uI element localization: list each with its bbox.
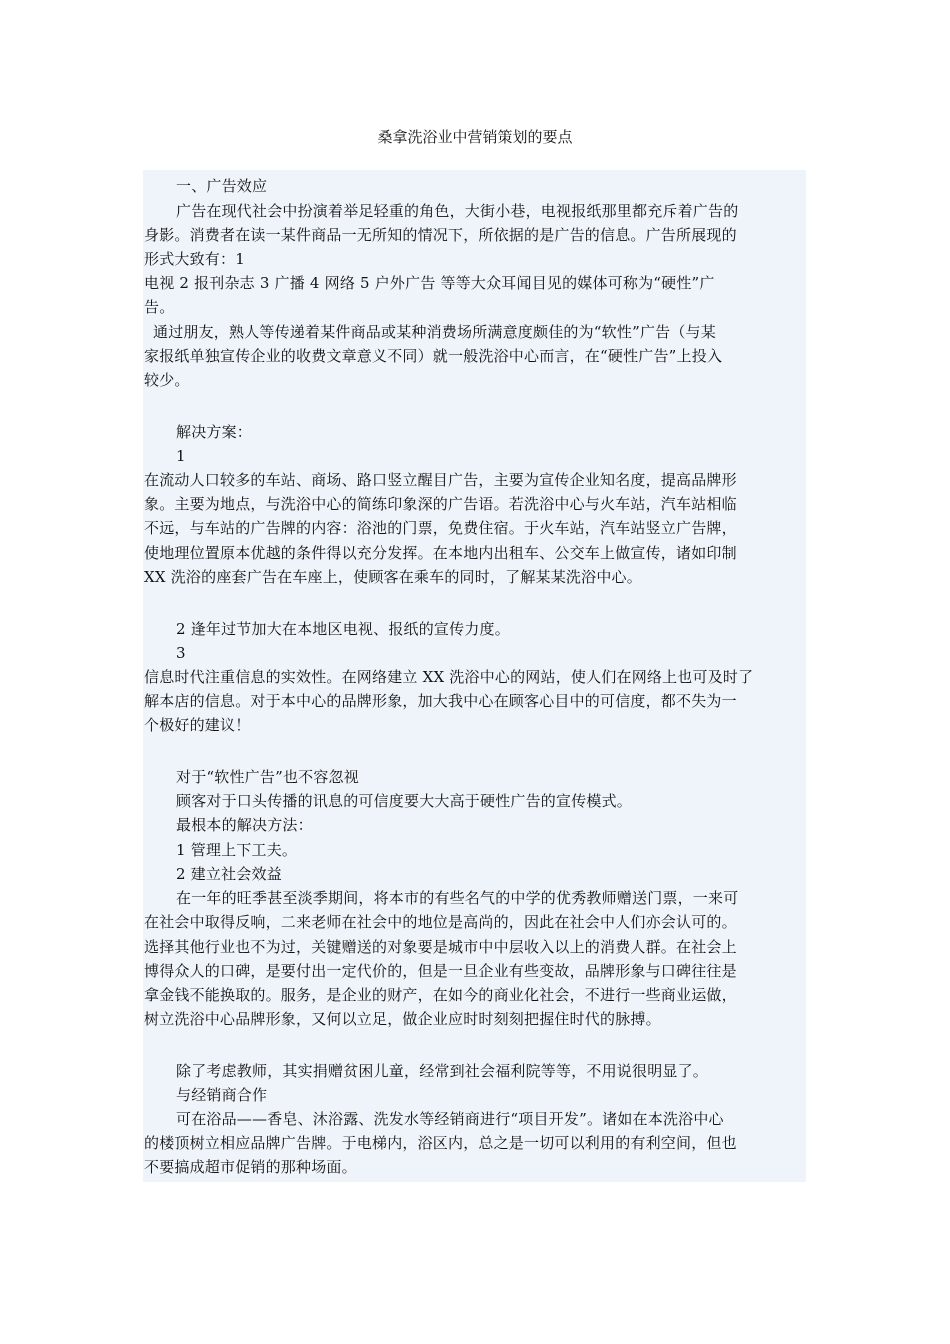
heading-dealer-cooperation: 与经销商合作 [176, 1086, 268, 1104]
list-number: 1 [176, 447, 186, 465]
paragraph-line: 除了考虑教师，其实捐赠贫困儿童，经常到社会福利院等等，不用说很明显了。 [176, 1062, 709, 1080]
list-item: 2 建立社会效益 [176, 865, 282, 883]
paragraph-line: 信息时代注重信息的实效性。在网络建立 XX 洗浴中心的网站，使人们在网络上也可及时了 [144, 668, 754, 686]
paragraph-line: 博得众人的口碑，是要付出一定代价的，但是一旦企业有些变故，品牌形象与口碑往往是 [144, 962, 737, 980]
paragraph-line: 顾客对于口头传播的讯息的可信度要大大高于硬性广告的宣传模式。 [176, 792, 633, 810]
paragraph-line: 象。主要为地点，与洗浴中心的简练印象深的广告语。若洗浴中心与火车站，汽车站相临 [144, 495, 737, 513]
heading-ad-effect: 一、广告效应 [176, 177, 268, 195]
paragraph-line: 解本店的信息。对于本中心的品牌形象，加大我中心在顾客心目中的可信度，都不失为一 [144, 692, 737, 710]
heading-soft-ad: 对于“软性广告”也不容忽视 [176, 768, 359, 786]
paragraph-line: 拿金钱不能换取的。服务，是企业的财产，在如今的商业化社会，不进行一些商业运做， [144, 986, 737, 1004]
paragraph-line: 较少。 [144, 371, 190, 389]
paragraph-line: 不要搞成超市促销的那种场面。 [144, 1158, 357, 1176]
paragraph-line: 使地理位置原本优越的条件得以充分发挥。在本地内出租车、公交车上做宣传，诸如印制 [144, 544, 737, 562]
paragraph-line: 在社会中取得反响，二来老师在社会中的地位是高尚的，因此在社会中人们亦会认可的。 [144, 913, 737, 931]
paragraph-line: 电视 2 报刊杂志 3 广播 4 网络 5 户外广告 等等大众耳闻目见的媒体可称为“硬性”广 [144, 274, 715, 292]
paragraph-line: 个极好的建议！ [144, 716, 251, 734]
heading-basic-method: 最根本的解决方法： [176, 816, 313, 834]
paragraph-line: 家报纸单独宣传企业的收费文章意义不同）就一般洗浴中心而言，在“硬性广告”上投入 [144, 347, 723, 365]
paragraph-line: XX 洗浴的座套广告在车座上，使顾客在乘车的同时，了解某某洗浴中心。 [144, 568, 642, 586]
paragraph-line: 形式大致有：1 [144, 250, 245, 268]
paragraph-line: 广告在现代社会中扮演着举足轻重的角色，大街小巷，电视报纸那里都充斥着广告的 [176, 202, 739, 220]
paragraph-line: 在一年的旺季甚至淡季期间，将本市的有些名气的中学的优秀教师赠送门票，一来可 [176, 889, 739, 907]
document-title: 桑拿洗浴业中营销策划的要点 [377, 128, 573, 146]
paragraph-line: 的楼顶树立相应品牌广告牌。于电梯内，浴区内，总之是一切可以利用的有利空间，但也 [144, 1134, 737, 1152]
paragraph-line: 在流动人口较多的车站、商场、路口竖立醒目广告，主要为宣传企业知名度，提高品牌形 [144, 471, 737, 489]
list-number: 3 [176, 644, 186, 662]
paragraph-line: 选择其他行业也不为过，关键赠送的对象要是城市中中层收入以上的消费人群。在社会上 [144, 938, 737, 956]
paragraph-line: 身影。消费者在读一某件商品一无所知的情况下，所依据的是广告的信息。广告所展现的 [144, 226, 737, 244]
paragraph-line: 不远，与车站的广告牌的内容：浴池的门票，免费住宿。于火车站，汽车站竖立广告牌， [144, 519, 737, 537]
paragraph-line: 2 逢年过节加大在本地区电视、报纸的宣传力度。 [176, 620, 510, 638]
paragraph-line: 树立洗浴中心品牌形象，又何以立足，做企业应时时刻刻把握住时代的脉搏。 [144, 1010, 661, 1028]
paragraph-line: 可在浴品——香皂、沐浴露、洗发水等经销商进行“项目开发”。诸如在本洗浴中心 [176, 1110, 724, 1128]
document-body [143, 170, 806, 1182]
paragraph-line: 通过朋友，熟人等传递着某件商品或某种消费场所满意度颇佳的为“软性”广告（与某 [153, 323, 716, 341]
paragraph-line: 告。 [144, 298, 175, 316]
heading-solutions: 解决方案： [176, 423, 253, 441]
list-item: 1 管理上下工夫。 [176, 841, 298, 859]
